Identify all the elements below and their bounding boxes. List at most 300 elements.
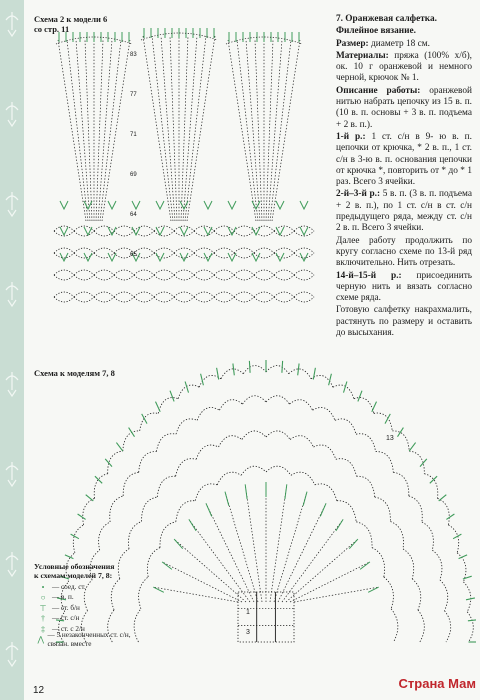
scallop-loop xyxy=(372,548,385,577)
chain-loop xyxy=(174,253,194,258)
chain-loop xyxy=(54,226,74,231)
scallop-loop xyxy=(337,501,356,522)
edge-stitch xyxy=(95,476,102,483)
floral-pattern-icon xyxy=(0,0,24,700)
ray-stitch xyxy=(189,519,196,531)
scallop-loop xyxy=(356,522,372,548)
chain-loop xyxy=(134,248,154,253)
legend-text: — ст. б/н xyxy=(52,603,80,612)
scallop-loop xyxy=(123,431,140,451)
chain-loop xyxy=(94,248,114,253)
edge-stitch xyxy=(446,514,454,519)
chain-loop xyxy=(134,270,154,275)
chain-loop xyxy=(114,226,134,231)
scallop-loop xyxy=(156,434,176,452)
chain-loop xyxy=(194,292,214,297)
scallop-loop xyxy=(467,612,473,642)
scallop-loop xyxy=(243,396,267,404)
legend-symbol: † xyxy=(41,614,45,624)
chain-loop xyxy=(194,270,214,275)
tulip-stitch xyxy=(60,253,68,261)
scallop-loop xyxy=(266,431,290,440)
chain-loop xyxy=(294,275,314,280)
chain-loop xyxy=(134,226,154,231)
chain-loop xyxy=(274,248,294,253)
chain-loop xyxy=(74,248,94,253)
legend-item xyxy=(34,630,144,648)
chain-loop xyxy=(234,226,254,231)
chain-loop xyxy=(54,253,74,258)
article-subtitle: Филейное вязание. xyxy=(336,26,416,37)
chain-loop xyxy=(234,231,254,236)
chain-loop xyxy=(194,231,214,236)
legend-text: — в. п. xyxy=(52,593,74,602)
fan-rib xyxy=(228,40,256,221)
edge-stitch xyxy=(463,576,472,579)
schema-top-caption-line2: со стр. 11 xyxy=(34,24,70,34)
scallop-loop xyxy=(157,476,175,497)
chain-loop xyxy=(174,297,194,302)
chain-loop xyxy=(234,253,254,258)
fan-rib xyxy=(100,40,121,221)
legend-item xyxy=(34,593,144,604)
fan-ray xyxy=(245,484,262,602)
scallop-loop xyxy=(422,522,433,550)
chain-loop xyxy=(94,275,114,280)
chain-loop xyxy=(54,297,74,302)
chain-loop xyxy=(234,292,254,297)
tulip-stitch xyxy=(204,201,212,209)
scallop-loop xyxy=(176,459,197,477)
edge-stitch xyxy=(156,402,161,412)
chain-loop xyxy=(294,248,314,253)
tulip-stitch xyxy=(204,253,212,261)
size-label: Размер: xyxy=(336,38,369,49)
scallop-loop xyxy=(390,522,403,549)
chain-loop xyxy=(174,248,194,253)
fan-rib xyxy=(85,40,92,221)
row-number-label: 69 xyxy=(130,172,137,178)
scallop-loop xyxy=(356,476,374,497)
chain-loop xyxy=(154,275,174,280)
tulip-stitch xyxy=(204,227,212,235)
scallop-loop xyxy=(354,398,374,414)
size-text: диаметр 18 см. xyxy=(368,38,430,49)
row23-text: 5 в. п. (3 в. п. подъема + 2 в. п.), по 1 ст. с/н в ст. с/н предыдущего ряда, между ст. с/н 2 в. п. Всего 3 ячейки. xyxy=(336,189,473,234)
scallop-loop xyxy=(266,466,291,475)
chain-loop xyxy=(94,270,114,275)
materials-label: Материалы: xyxy=(336,50,389,61)
chain-loop xyxy=(174,292,194,297)
fan-rib xyxy=(170,36,177,221)
description-text: оранжевой нитью набрать цепочку из 15 в. п. (10 в. п. основы + 3 в. п. подъема + 2 в. п.). xyxy=(336,85,472,130)
chain-loop xyxy=(234,297,254,302)
chain-loop xyxy=(154,297,174,302)
row1-text: 1 ст. с/н в 9- ю в. п. цепочки от крючка, * 2 в. п., 1 ст. с/н в 3-ю в. п. основания цепочки от крючка *, повторить от * до * 1 раз. Всего 3 ячейки. xyxy=(336,131,472,188)
tulip-stitch xyxy=(228,201,236,209)
chain-loop xyxy=(254,226,274,231)
chain-loop xyxy=(114,292,134,297)
chain-loop xyxy=(214,292,234,297)
chain-loop xyxy=(214,297,234,302)
article-title: 7. Оранжевая салфетка. xyxy=(336,14,437,24)
chain-loop xyxy=(154,231,174,236)
row-number-label: 1 xyxy=(246,609,250,616)
row1415-paragraph xyxy=(336,271,472,305)
chain-loop xyxy=(94,226,114,231)
chain-loop xyxy=(234,248,254,253)
legend-symbol: ⋀ xyxy=(37,635,45,645)
chain-loop xyxy=(214,226,234,231)
row23-label: 2-й–3-й р.: xyxy=(336,189,381,200)
chain-loop xyxy=(254,253,274,258)
scallop-loop xyxy=(176,501,195,522)
scallop-loop xyxy=(83,498,95,525)
fan-rib xyxy=(187,36,215,221)
tulip-stitch xyxy=(132,201,140,209)
scallop-loop xyxy=(313,407,335,420)
scallop-loop xyxy=(336,459,357,477)
tulip-stitch xyxy=(132,227,140,235)
description-label: Описание работы: xyxy=(336,85,421,96)
scallop-loop xyxy=(195,484,217,501)
tulip-stitch xyxy=(228,227,236,235)
tulip-stitch xyxy=(276,201,284,209)
ray-stitch xyxy=(162,562,172,570)
chain-loop xyxy=(134,275,154,280)
chain-loop xyxy=(94,253,114,258)
chain-loop xyxy=(274,231,294,236)
scallop-loop xyxy=(392,431,409,451)
chain-loop xyxy=(74,270,94,275)
chain-loop xyxy=(254,275,274,280)
scallop-loop xyxy=(241,466,266,475)
edge-stitch xyxy=(233,364,234,376)
edge-stitch xyxy=(142,414,147,424)
chain-loop xyxy=(274,292,294,297)
schema-top-group xyxy=(54,28,314,302)
finish-paragraph: Готовую салфетку накрахмалить, растянуть по размеру и оставить до высыхания. xyxy=(336,305,472,339)
row-number-label: 83 xyxy=(130,52,137,58)
tulip-stitch xyxy=(156,253,164,261)
fan-rib xyxy=(272,40,300,221)
tulip-stitch xyxy=(108,201,116,209)
fan-rib xyxy=(58,40,86,221)
chain-loop xyxy=(214,270,234,275)
row-number-label: 71 xyxy=(130,132,137,138)
chain-loop xyxy=(294,292,314,297)
legend-text: — ст. с 2/н xyxy=(52,624,85,633)
scallop-loop xyxy=(463,582,470,612)
chain-loop xyxy=(294,297,314,302)
scallop-loop xyxy=(432,550,442,580)
legend-text: — ст. с/н xyxy=(52,614,80,623)
chain-loop xyxy=(274,270,294,275)
fan-ray xyxy=(274,492,307,602)
chain-loop xyxy=(194,275,214,280)
chain-loop xyxy=(214,248,234,253)
chain-loop xyxy=(94,297,114,302)
legend-rows xyxy=(34,582,144,648)
chain-loop xyxy=(94,292,114,297)
scallop-loop xyxy=(291,472,315,485)
legend-symbol: ⊤ xyxy=(39,603,47,613)
scallop-loop xyxy=(290,436,313,447)
legend xyxy=(34,562,144,648)
tulip-stitch xyxy=(108,227,116,235)
fan-rib xyxy=(102,40,130,221)
scallop-loop xyxy=(147,548,160,577)
scallop-loop xyxy=(375,497,391,522)
chain-loop xyxy=(254,297,274,302)
row-number-label: 64 xyxy=(130,212,137,218)
chain-loop xyxy=(74,275,94,280)
legend-item xyxy=(34,614,144,625)
ray-stitch xyxy=(336,519,343,531)
tulip-stitch xyxy=(84,227,92,235)
row-number-label: 65 xyxy=(130,252,137,258)
edge-stitch xyxy=(468,620,476,621)
scallop-loop xyxy=(290,400,313,411)
edge-stitch xyxy=(65,555,74,559)
scallop-loop xyxy=(176,419,197,434)
edge-stitch xyxy=(344,382,347,393)
article-text xyxy=(336,14,472,340)
edge-stitch xyxy=(249,361,250,373)
fan-ray xyxy=(270,484,287,602)
ray-stitch xyxy=(174,539,183,549)
tulip-stitch xyxy=(180,227,188,235)
fan-rib xyxy=(143,36,171,221)
description-paragraph xyxy=(336,86,472,131)
edge-stitch xyxy=(298,364,299,376)
chain-loop xyxy=(234,270,254,275)
scallop-loop xyxy=(438,498,450,525)
ray-stitch xyxy=(303,492,307,506)
scallop-loop xyxy=(110,496,123,522)
chain-loop xyxy=(154,292,174,297)
tulip-stitch xyxy=(60,201,68,209)
legend-symbol: • xyxy=(41,582,45,592)
legend-item xyxy=(34,603,144,614)
tulip-stitch xyxy=(252,227,260,235)
tulip-stitch xyxy=(84,201,92,209)
edge-stitch xyxy=(385,414,390,424)
ray-stitch xyxy=(320,503,326,516)
fan-ray xyxy=(286,539,358,602)
chain-loop xyxy=(54,248,74,253)
ray-stitch xyxy=(360,562,370,570)
chain-loop xyxy=(114,231,134,236)
schema-bottom-caption: Схема к моделям 7, 8 xyxy=(34,368,115,378)
scallop-loop xyxy=(142,497,158,522)
scallop-loop xyxy=(221,369,243,379)
scallop-loop xyxy=(445,611,451,642)
legend-symbol: ○ xyxy=(40,593,46,603)
scallop-loop xyxy=(266,366,289,374)
size-paragraph xyxy=(336,39,472,50)
scallop-loop xyxy=(356,434,376,452)
materials-paragraph xyxy=(336,51,472,85)
fan-rib xyxy=(185,36,206,221)
site-watermark: Страна Мам xyxy=(398,676,476,691)
legend-title-line1: Условные обозначения xyxy=(34,562,115,571)
chain-loop xyxy=(274,275,294,280)
row1-label: 1-й р.: xyxy=(336,131,366,142)
chain-loop xyxy=(114,297,134,302)
tulip-stitch xyxy=(276,253,284,261)
row1-paragraph xyxy=(336,132,472,188)
fan-rib xyxy=(183,36,197,221)
chain-loop xyxy=(174,270,194,275)
fan-rib xyxy=(237,40,258,221)
chain-loop xyxy=(54,292,74,297)
fan-rib xyxy=(266,40,273,221)
ray-stitch xyxy=(225,492,229,506)
scallop-loop xyxy=(384,577,394,609)
chain-loop xyxy=(154,248,174,253)
chain-loop xyxy=(214,275,234,280)
tulip-stitch xyxy=(84,253,92,261)
chain-loop xyxy=(294,253,314,258)
row-number-label: 77 xyxy=(130,92,137,98)
fan-rib xyxy=(67,40,88,221)
legend-symbol: ‡ xyxy=(41,624,45,634)
scallop-loop xyxy=(289,369,311,379)
edge-stitch xyxy=(170,391,174,402)
fan-rib xyxy=(181,36,188,221)
legend-item xyxy=(34,582,144,593)
fan-rib xyxy=(96,40,103,221)
tulip-stitch xyxy=(300,227,308,235)
scallop-loop xyxy=(266,396,290,404)
fan-ray xyxy=(189,519,250,602)
scallop-loop xyxy=(418,610,424,642)
tulip-stitch xyxy=(300,201,308,209)
chain-loop xyxy=(114,275,134,280)
edge-stitch xyxy=(129,428,135,437)
scallop-loop xyxy=(108,451,123,474)
crochet-schema-top xyxy=(34,26,324,331)
materials-text: пряжа (100% х/б), ок. 10 г оранжевой и немного черной, крючок № 1. xyxy=(336,50,472,84)
scallop-loop xyxy=(217,472,241,485)
scallop-loop xyxy=(123,472,139,496)
edge-stitch xyxy=(217,368,219,380)
edge-stitch xyxy=(409,443,415,452)
chain-loop xyxy=(274,297,294,302)
legend-text: — 5 незаконченных ст. с/н, связан. вместе xyxy=(47,630,131,648)
scallop-loop xyxy=(242,431,266,440)
chain-loop xyxy=(54,275,74,280)
fan-ray xyxy=(174,539,246,602)
chain-loop xyxy=(154,270,174,275)
edge-stitch xyxy=(313,368,315,380)
edge-stitch xyxy=(453,534,461,539)
scallop-loop xyxy=(160,522,176,548)
fan-rib xyxy=(152,36,173,221)
tulip-stitch xyxy=(276,227,284,235)
schema-top-caption-line1: Схема 2 к модели 6 xyxy=(34,14,108,24)
edge-stitch xyxy=(185,382,188,393)
row-number-label: 3 xyxy=(246,629,250,636)
chain-loop xyxy=(134,297,154,302)
chain-loop xyxy=(134,253,154,258)
tulip-stitch xyxy=(156,227,164,235)
chain-loop xyxy=(254,248,274,253)
chain-loop xyxy=(254,270,274,275)
page-number: 12 xyxy=(33,685,45,696)
scallop-loop xyxy=(376,452,394,473)
chain-loop xyxy=(214,253,234,258)
scallop-loop xyxy=(243,366,266,374)
ray-stitch xyxy=(349,539,358,549)
chain-loop xyxy=(234,275,254,280)
scallop-loop xyxy=(219,436,242,447)
edge-stitch xyxy=(439,495,447,501)
chain-loop xyxy=(174,275,194,280)
scallop-loop xyxy=(219,400,242,411)
fan-rib xyxy=(270,40,291,221)
scallop-loop xyxy=(129,522,142,549)
edge-stitch xyxy=(105,459,112,467)
fan-ray xyxy=(282,519,343,602)
ray-stitch xyxy=(285,484,287,499)
tulip-stitch xyxy=(108,253,116,261)
scallop-loop xyxy=(139,452,157,473)
chain-loop xyxy=(74,292,94,297)
edge-stitch xyxy=(358,391,362,402)
edge-stitch xyxy=(430,476,437,483)
scallop-loop xyxy=(158,398,178,414)
scallop-loop xyxy=(393,472,409,496)
fan-ray xyxy=(294,587,379,602)
chain-loop xyxy=(134,292,154,297)
scallop-loop xyxy=(335,419,356,434)
edge-stitch xyxy=(78,514,86,519)
tulip-stitch xyxy=(180,253,188,261)
scallop-loop xyxy=(196,445,218,459)
row-number-label: 13 xyxy=(386,435,394,442)
scallop-loop xyxy=(314,445,336,459)
fan-rib xyxy=(255,40,262,221)
edge-stitch xyxy=(86,495,94,501)
scallop-loop xyxy=(440,580,448,611)
fan-rib xyxy=(268,40,282,221)
fan-rib xyxy=(76,40,90,221)
row23-paragraph xyxy=(336,189,472,234)
edge-stitch xyxy=(372,402,377,412)
chain-loop xyxy=(74,297,94,302)
continue-paragraph: Далее работу продолжить по кругу согласно схеме по 13-й ряд включительно. Нить отрезать. xyxy=(336,235,472,269)
fan-ray xyxy=(225,492,258,602)
row1415-label: 14-й–15-й р.: xyxy=(336,270,402,281)
chain-loop xyxy=(254,292,274,297)
tulip-stitch xyxy=(60,227,68,235)
edge-stitch xyxy=(116,443,122,452)
chain-loop xyxy=(194,297,214,302)
fan-ray xyxy=(153,587,238,602)
ray-stitch xyxy=(245,484,247,499)
chain-loop xyxy=(294,270,314,275)
decorative-border xyxy=(0,0,24,700)
scallop-loop xyxy=(409,451,424,474)
scallop-loop xyxy=(403,549,414,579)
chain-loop xyxy=(74,231,94,236)
scallop-loop xyxy=(409,496,422,522)
legend-text: — соед. ст. xyxy=(52,582,86,591)
chain-loop xyxy=(194,248,214,253)
fan-rib xyxy=(161,36,175,221)
